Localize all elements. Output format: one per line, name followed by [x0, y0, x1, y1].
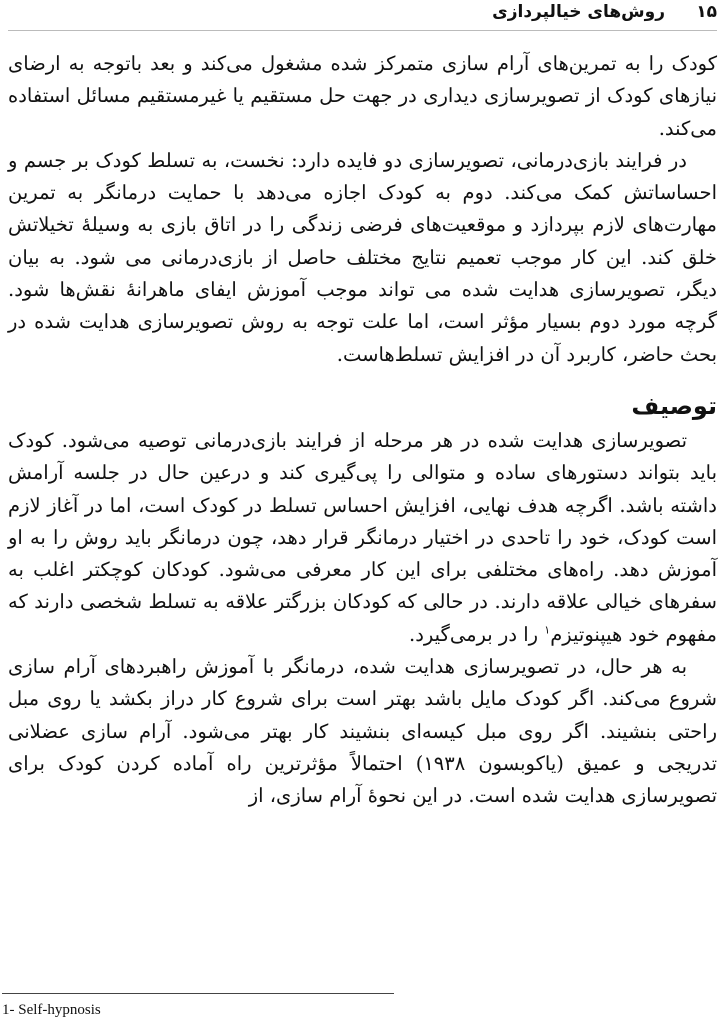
page-number: ۱۵	[696, 2, 717, 22]
paragraph-description	[8, 425, 717, 651]
header-divider	[8, 30, 717, 31]
section-heading: توصیف	[631, 391, 717, 420]
body-text	[8, 48, 717, 813]
footnote-divider	[2, 993, 394, 994]
paragraph-description-tail: را در برمی‌گیرد.	[409, 622, 545, 646]
paragraph-benefits: در فرایند بازی‌درمانی، تصویرسازی دو فایده دارد: نخست، به تسلط کودک بر جسم و احساساتش کمک می‌کند. دوم به کودک اجازه می‌دهد با حمایت درمانگر به تمرین مهارت‌های لازم بپردازد و موقعیت‌های فرضی زندگی را در اتاق بازی به وسیلهٔ تخیلاتش خلق کند. این کار موجب تعمیم نتایج مختلف حاصل از بازی‌درمانی می شود. به بیان دیگر، تصویرسازی هدایت شده می تواند موجب آموزش ایفای ماهرانهٔ نقش‌ها شود. گرچه مورد دوم بسیار مؤثر است، اما علت توجه به روش تصویرسازی هدایت شده در بحث حاضر، کاربرد آن در افزایش تسلط‌هاست.	[8, 148, 717, 366]
paragraph-description-text: تصویرسازی هدایت شده در هر مرحله از فرایند بازی‌درمانی توصیه می‌شود. کودک باید بتواند دستورهای ساده و متوالی را پی‌گیری کند و درعین حال در جلسه آرامش داشته باشد. اگرچه هدف نهایی، افزایش احساس تسلط در کودک است، اما در آغاز لازم است کودک، خود را تاحدی در اختیار درمانگر قرار دهد، چون درمانگر باید روش را به او آموزش دهد. راه‌های مختلفی برای این کار معرفی می‌شود. کودکان کوچکتر اغلب به سفرهای خیالی علاقه دارند. در حالی که کودکان بزرگتر علاقه به تسلط شخصی دارند که مفهوم خود هیپنوتیزم	[8, 428, 717, 646]
page-header	[0, 2, 725, 32]
paragraph-continuation: کودک را به تمرین‌های آرام سازی متمرکز شده مشغول می‌کند و بعد باتوجه به ارضای نیازهای کودک از تصویرسازی دیداری در جهت حل مستقیم یا غیرمستقیم مسائل استفاده می‌کند.	[8, 52, 717, 140]
footnote-marker: ۱	[544, 623, 551, 637]
paragraph-relaxation: به هر حال، در تصویرسازی هدایت شده، درمانگر با آموزش راهبردهای آرام سازی شروع می‌کند. اگر کودک مایل باشد بهتر است برای شروع کار دراز بکشد یا روی مبل راحتی بنشیند. اگر روی مبل کیسه‌ای بنشیند کار بهتر می‌شود. آرام سازی عضلانی تدریجی و عمیق (یاکوبسون ۱۹۳۸) احتمالاً مؤثرترین راه آماده کردن کودک برای تصویرسازی هدایت شده است. در این نحوهٔ آرام سازی، از	[8, 655, 718, 808]
footnote: 1- Self-hypnosis	[2, 1002, 101, 1018]
running-title: روش‌های خیالپردازی	[492, 2, 665, 22]
